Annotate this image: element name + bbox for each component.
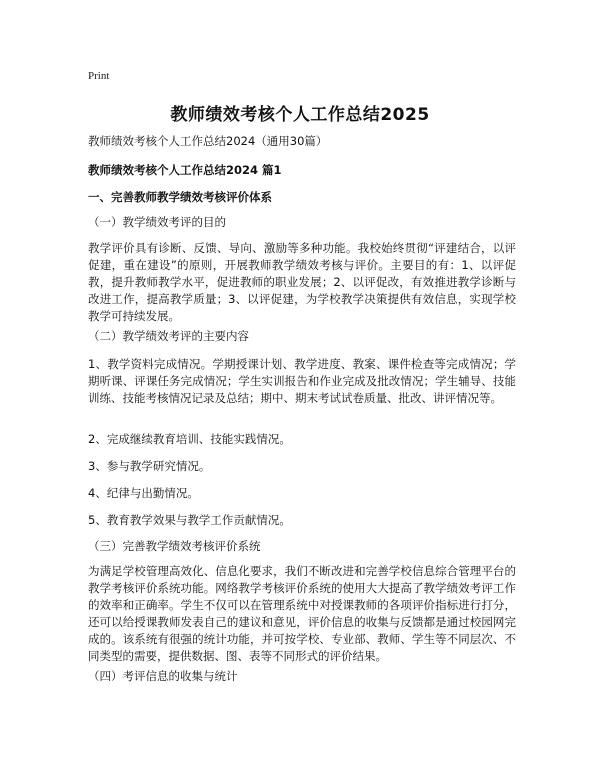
paragraph-system: 为满足学校管理高效化、信息化要求，我们不断改进和完善学校信息综合管理平台的教学考核评价系统功能。网络教学考核评价系统的使用大大提高了教学绩效考评工作的效率和正确率。学生不仅可以在管理系统中对授课教师的各项评价指标进行打分，还可以给授课教师发表自己的建议和意见，评价信息的收集与反馈都是通过校园网完成的。该系统有很强的统计功能，并可按学校、专业部、教师、学生等不同层次、不同类型的需要，提供数据、图、表等不同形式的评价结果。 bbox=[88, 564, 516, 663]
subsection-heading-4: （四）考评信息的收集与统计 bbox=[88, 669, 238, 683]
subsection-heading-1: （一）教学绩效考评的目的 bbox=[88, 215, 226, 229]
subsection-heading-2: （二）教学绩效考评的主要内容 bbox=[88, 329, 249, 343]
section-heading-1: 一、完善教师教学绩效考核评价体系 bbox=[88, 190, 272, 204]
subsection-heading-3: （三）完善教学绩效考核评价系统 bbox=[88, 539, 261, 553]
print-label: Print bbox=[88, 70, 110, 82]
article-heading: 教师绩效考核个人工作总结2024 篇1 bbox=[88, 163, 282, 177]
page-title: 教师绩效考核个人工作总结2025 bbox=[170, 105, 430, 125]
list-item-2: 2、完成继续教育培训、技能实践情况。 bbox=[88, 432, 291, 446]
subtitle: 教师绩效考核个人工作总结2024（通用30篇） bbox=[88, 134, 328, 148]
list-item-1: 1、教学资料完成情况。学期授课计划、教学进度、教案、课件检查等完成情况；学期听课、评课任务完成情况；学生实训报告和作业完成及批改情况；学生辅导、技能训练、技能考核情况记录及总结；期中、期末考试试卷质量、批改、讲评情况等。 bbox=[88, 357, 516, 405]
list-item-4: 4、纪律与出勤情况。 bbox=[88, 486, 199, 500]
list-item-5: 5、教育教学效果与教学工作贡献情况。 bbox=[88, 513, 291, 527]
paragraph-purpose: 教学评价具有诊断、反馈、导向、激励等多种功能。我校始终贯彻“评建结合，以评促建，重在建设”的原则，开展教师教学绩效考核与评价。主要目的有：1、以评促教，提升教师教学水平，促进教师的职业发展；2、以评促改，有效推进教学诊断与改进工作，提高教学质量；3、以评促建，为学校教学决策提供有效信息，实现学校教学可持续发展。 bbox=[88, 241, 516, 323]
list-item-3: 3、参与教学研究情况。 bbox=[88, 459, 211, 473]
